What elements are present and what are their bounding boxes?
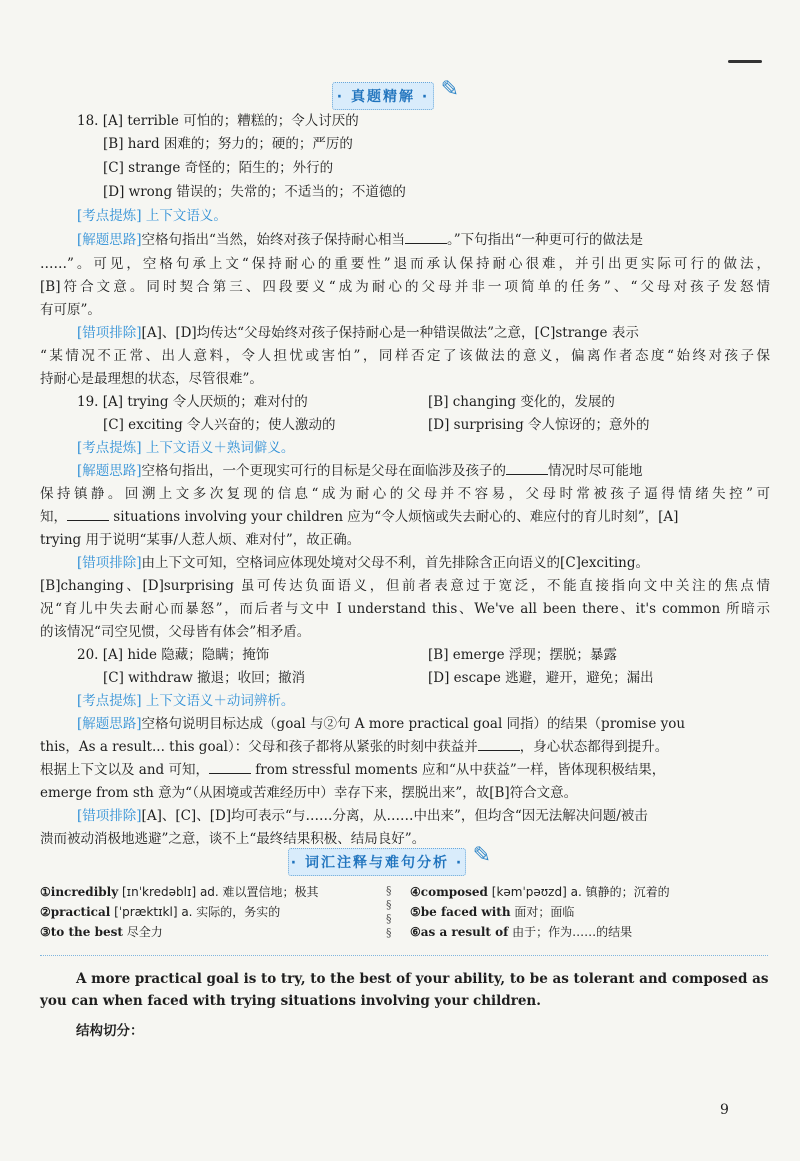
cuoxiang-19-line2: [B]changing、[D]surprising 虽可传达负面语义，但前者表意过于宽泛，不能直接指向文中关注的焦点情 xyxy=(40,578,770,594)
structure-label: 结构切分： xyxy=(76,1023,144,1039)
jieti-18-line1: [解题思路]空格句指出“当然，始终对孩子保持耐心相当 。”下句指出“一种更可行的做法是 xyxy=(77,232,644,248)
cuoxiang-19-line3: 况“育儿中失去耐心而暴怒”，而后者与文中 I understand this、We've all been there、it's common 所暗示 xyxy=(40,601,770,617)
cuoxiang-18-line3: 持耐心是最理想的状态，尽管很难”。 xyxy=(40,371,263,387)
option-20c: [C] withdraw 撤退；收回；撤消 xyxy=(103,670,306,686)
jieti-20-line4: emerge from sth 意为“（从困境或苦难经历中）幸存下来，摆脱出来”，故[B]符合文意。 xyxy=(40,785,578,801)
option-18b: [B] hard 困难的；努力的；硬的；严厉的 xyxy=(103,136,353,152)
scan-mark xyxy=(728,60,762,63)
jieti-18-line2: ……”。可见，空格句承上文“保持耐心的重要性”退而承认保持耐心很难，并引出更实际可行的做法， xyxy=(40,256,770,272)
divider xyxy=(40,955,768,956)
cuoxiang-19-line1: [错项排除]由上下文可知，空格词应体现处境对父母不利，首先排除含正向语义的[C]exciting。 xyxy=(77,555,649,571)
page-number: 9 xyxy=(720,1102,729,1118)
kaodian-19: [考点提炼] 上下文语义＋熟词僻义。 xyxy=(77,440,295,456)
option-20a: 20. [A] hide 隐藏；隐瞒；掩饰 xyxy=(77,647,270,663)
option-19a: 19. [A] trying 令人厌烦的；难对付的 xyxy=(77,394,308,410)
option-18d: [D] wrong 错误的；失常的；不适当的；不道德的 xyxy=(103,184,406,200)
option-19c: [C] exciting 令人兴奋的；使人激动的 xyxy=(103,417,336,433)
answer-blank xyxy=(209,761,251,774)
section-banner-analysis xyxy=(332,77,459,110)
vocab-item: ⑥as a result of 由于；作为……的结果 xyxy=(410,925,633,939)
vocab-item: ①incredibly [ɪnˈkredəblɪ] ad. 难以置信地；极其 xyxy=(40,885,319,899)
section-title: · 真题精解 · xyxy=(336,89,430,105)
cuoxiang-19-line4: 的该情况“司空见惯，父母皆有体会”相矛盾。 xyxy=(40,624,311,640)
cuoxiang-18-line2: “某情况不正常、出人意料，令人担忧或害怕”，同样否定了该做法的意义，偏离作者态度“始终对孩子保 xyxy=(40,348,770,364)
jieti-20-line1: [解题思路]空格句说明目标达成（goal 与②句 A more practical goal 同指）的结果（promise you xyxy=(77,716,686,732)
column-divider: § § § § xyxy=(386,884,392,939)
cuoxiang-tag: [错项排除] xyxy=(77,325,142,341)
option-18a: 18. [A] terrible 可怕的；糟糕的；令人讨厌的 xyxy=(77,113,359,129)
option-19b: [B] changing 变化的，发展的 xyxy=(428,394,615,410)
answer-blank xyxy=(405,231,447,244)
option-19d: [D] surprising 令人惊讶的；意外的 xyxy=(428,417,650,433)
jieti-19-line3: 知， situations involving your children 应为“令人烦恼或失去耐心的、难应付的育儿时刻”，[A] xyxy=(40,509,679,525)
option-20d: [D] escape 逃避，避开，避免；漏出 xyxy=(428,670,654,686)
jieti-tag: [解题思路] xyxy=(77,232,142,248)
vocab-item: ③to the best 尽全力 xyxy=(40,925,163,939)
cuoxiang-20-line1: [错项排除][A]、[C]、[D]均可表示“与……分离，从……中出来”，但均含“因无法解决问题/被击 xyxy=(77,808,648,824)
section-title: · 词汇注释与难句分析 · xyxy=(290,855,464,871)
jieti-19-line2: 保持镇静。回溯上文多次复现的信息“成为耐心的父母并不容易，父母时常被孩子逼得情绪失控”可 xyxy=(40,486,770,502)
kaodian-18: [考点提炼] 上下文语义。 xyxy=(77,208,227,224)
cuoxiang-18-line1: [错项排除][A]、[D]均传达“父母始终对孩子保持耐心是一种错误做法”之意，[C]strange 表示 xyxy=(77,325,639,341)
pen-icon: ✎ xyxy=(472,843,491,868)
vocab-item: ④composed [kəmˈpəʊzd] a. 镇静的；沉着的 xyxy=(410,885,670,899)
answer-blank xyxy=(506,462,548,475)
vocab-item: ⑤be faced with 面对；面临 xyxy=(410,905,575,919)
answer-blank xyxy=(478,738,520,751)
pen-icon: ✎ xyxy=(440,77,459,102)
option-20b: [B] emerge 浮现；摆脱；暴露 xyxy=(428,647,617,663)
difficult-sentence: A more practical goal is to try, to the best of your ability, to be as tolerant and composed as you can when faced with trying situations involving your children. xyxy=(40,971,769,1009)
jieti-20-line2: this，As a result... this goal）：父母和孩子都将从紧张的时刻中获益并 ，身心状态都得到提升。 xyxy=(40,739,669,755)
vocab-item: ②practical [ˈpræktɪkl] a. 实际的，务实的 xyxy=(40,905,281,919)
kaodian-20: [考点提炼] 上下文语义＋动词辨析。 xyxy=(77,693,295,709)
jieti-20-line3: 根据上下文以及 and 可知， from stressful moments 应和“从中获益”一样，皆体现积极结果， xyxy=(40,762,666,778)
option-18c: [C] strange 奇怪的；陌生的；外行的 xyxy=(103,160,334,176)
jieti-18-line3: [B]符合文意。同时契合第三、四段要义“成为耐心的父母并非一项简单的任务”、“父母对孩子发怒情 xyxy=(40,279,770,295)
section-banner-vocab xyxy=(288,843,491,876)
cuoxiang-20-line2: 溃而被动消极地逃避”之意，谈不上“最终结果积极、结局良好”。 xyxy=(40,831,426,847)
jieti-19-line1: [解题思路]空格句指出，一个更现实可行的目标是父母在面临涉及孩子的 情况时尽可能地 xyxy=(77,463,643,479)
jieti-19-line4: trying 用于说明“某事/人惹人烦、难对付”，故正确。 xyxy=(40,532,361,548)
answer-blank xyxy=(67,508,109,521)
jieti-18-line4: 有可原”。 xyxy=(40,302,101,318)
